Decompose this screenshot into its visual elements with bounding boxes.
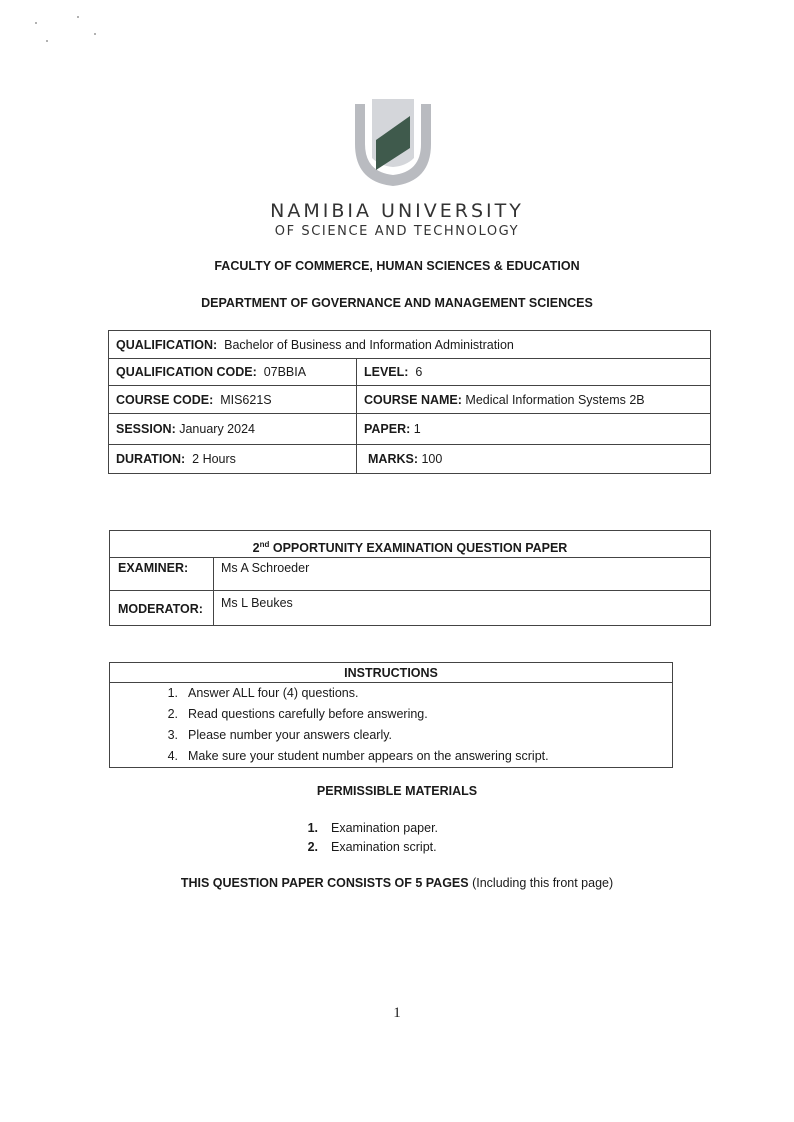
moderator-value: Ms L Beukes: [221, 596, 293, 610]
level-label: LEVEL:: [364, 365, 409, 379]
examiner-label: EXAMINER:: [118, 561, 189, 575]
materials-heading: PERMISSIBLE MATERIALS: [316, 784, 478, 798]
university-logo: [352, 96, 434, 188]
instruction-item: 2. Read questions carefully before answering.: [167, 707, 428, 721]
examination-title: 2nd OPPORTUNITY EXAMINATION QUESTION PAPER: [110, 531, 710, 558]
faculty-heading: FACULTY OF COMMERCE, HUMAN SCIENCES & EDUCATION: [214, 259, 580, 273]
scan-speck: [46, 40, 48, 42]
moderator-label: MODERATOR:: [118, 602, 203, 616]
instructions-heading: INSTRUCTIONS: [110, 663, 672, 683]
duration-row: [109, 445, 710, 473]
scan-speck: [94, 33, 96, 35]
examination-table: [109, 530, 711, 626]
marks-value: 100: [421, 452, 443, 466]
level-value: 6: [415, 365, 423, 379]
department-heading: DEPARTMENT OF GOVERNANCE AND MANAGEMENT SCIENCES: [201, 296, 593, 310]
scan-speck: [77, 16, 79, 18]
examiner-row: [110, 558, 710, 591]
qualification-value: Bachelor of Business and Information Administration: [224, 337, 514, 352]
course-code-value: MIS621S: [220, 392, 272, 407]
university-name: NAMIBIA UNIVERSITY: [270, 200, 524, 222]
examiner-value: Ms A Schroeder: [221, 561, 310, 575]
qualification-row: [109, 331, 710, 359]
instruction-item: 1. Answer ALL four (4) questions.: [167, 686, 359, 700]
qualification-code-value: 07BBIA: [263, 365, 307, 379]
page-number: 1: [393, 1005, 401, 1021]
instructions-table: [109, 662, 673, 768]
course-name-label: COURSE NAME:: [364, 392, 462, 407]
duration-value: 2 Hours: [192, 452, 236, 466]
course-code-label: COURSE CODE:: [116, 392, 214, 407]
university-subtitle: OF SCIENCE AND TECHNOLOGY: [274, 224, 520, 239]
duration-label: DURATION:: [116, 452, 186, 466]
scan-speck: [35, 22, 37, 24]
session-row: [109, 414, 710, 445]
instruction-item: 3. Please number your answers clearly.: [167, 728, 393, 742]
qualification-code-row: [109, 359, 710, 386]
moderator-row: [110, 592, 710, 625]
course-name-value: Medical Information Systems 2B: [465, 392, 645, 407]
session-value: January 2024: [179, 422, 255, 436]
qualification-label: QUALIFICATION:: [116, 337, 218, 352]
marks-label: MARKS:: [368, 452, 418, 466]
paper-label: PAPER:: [364, 422, 411, 436]
page-count-note: THIS QUESTION PAPER CONSISTS OF 5 PAGES (Including this front page): [180, 876, 614, 890]
instruction-item: 4. Make sure your student number appears on the answering script.: [167, 749, 549, 763]
qualification-code-label: QUALIFICATION CODE:: [116, 365, 257, 379]
course-row: [109, 386, 710, 414]
qualification-table: [108, 330, 711, 474]
paper-value: 1: [413, 422, 421, 436]
session-label: SESSION:: [116, 422, 176, 436]
